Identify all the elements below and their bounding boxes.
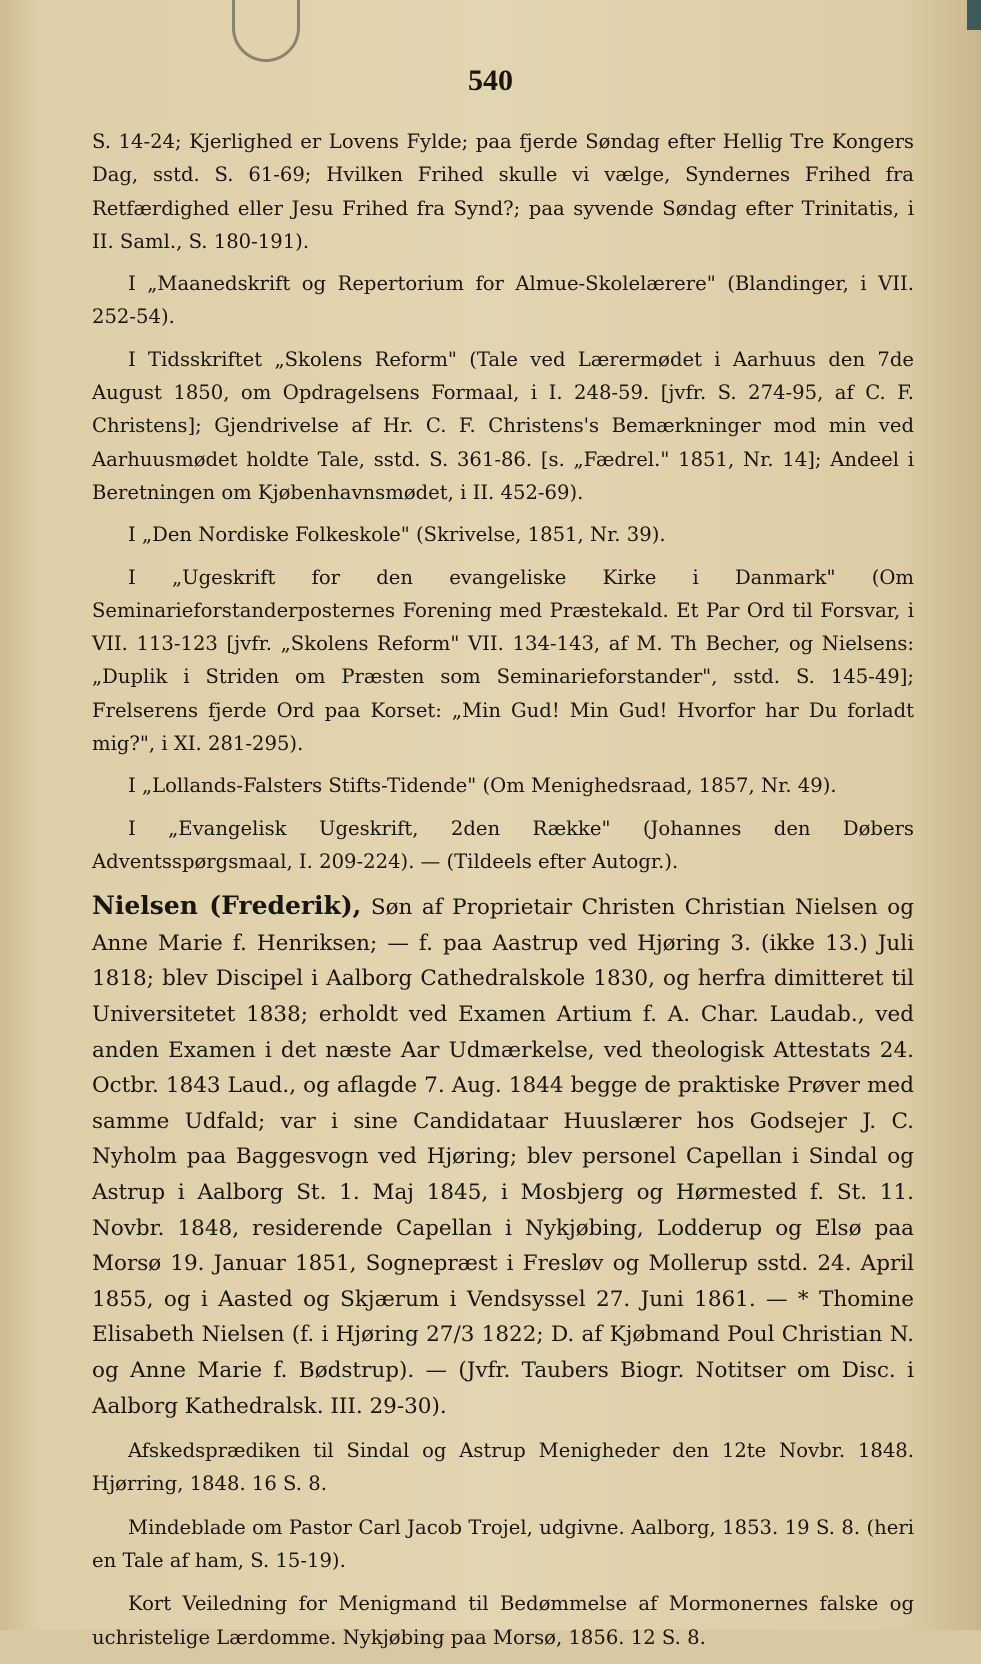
paragraph: S. 14-24; Kjerlighed er Lovens Fylde; paa fjerde Søndag efter Hellig Tre Kongers Dag, sstd. S. 61-69; Hvilken Frihed skulle vi vælge, Syndernes Frihed fra Retfærdighed eller Jesu Frihed fra Synd?; paa syvende Søndag efter Trinitatis, i II. Saml., S. 180-191). — [92, 130, 914, 253]
work-item: Kort Veiledning for Menigmand til Bedømmelse af Mormonernes falske og uchristelige Lærdomme. Nykjøbing paa Morsø, 1856. 12 S. 8. — [92, 1592, 914, 1649]
paragraph: I „Maanedskrift og Repertorium for Almue-Skolelærere" (Blandinger, i VII. 252-54). — [92, 272, 914, 329]
paragraph: I „Evangelisk Ugeskrift, 2den Række" (Johannes den Døbers Adventsspørgsmaal, I. 209-224). — (Tildeels efter Autogr.). — [92, 816, 914, 873]
binding-mark — [232, 0, 300, 62]
paragraph: I „Ugeskrift for den evangeliske Kirke i Danmark" (Om Seminarieforstanderposternes Forening med Præstekald. Et Par Ord til Forsvar, i VII. 113-123 [jvfr. „Skolens Reform" VII. 134-143, af M. Th Becher, og Nielsens: „Duplik i Striden om Præsten som Seminarieforstander", sstd. S. 145-49]; Frelserens fjerde Ord paa Korset: „Min Gud! Min Gud! Hvorfor har Du forladt mig?", i XI. 281-295). — [92, 565, 914, 756]
page-number: 540 — [468, 64, 513, 97]
entry-body: Søn af Proprietair Christen Christian Nielsen og Anne Marie f. Henriksen; — f. paa Aastrup ved Hjøring 3. (ikke 13.) Juli 1818; blev Discipel i Aalborg Cathedralskole 1830, og herfra dimitteret til Universitetet 1838; erholdt ved Examen Artium f. A. Char. Laudab., ved anden Examen i det næste Aar Udmærkelse, ved theologisk Attestats 24. Octbr. 1843 Laud., og aflagde 7. Aug. 1844 begge de praktiske Prøver med samme Udfald; var i sine Candidataar Huuslærer hos Godsejer J. C. Nyholm paa Baggesvogn ved Hjøring; blev personel Capellan i Sindal og Astrup i Aalborg St. 1. Maj 1845, i Mosbjerg og Hørmested f. St. 11. Novbr. 1848, residerende Capellan i Nykjøbing, Lodderup og Elsø paa Morsø 19. Januar 1851, Sognepræst i Fresløv og Mollerup sstd. 24. April 1855, og i Aasted og Skjærum i Vendsyssel 27. Juni 1861. — * Thomine Elisabeth Nielsen (f. i Hjøring 27/3 1822; D. af Kjøbmand Poul Christian N. og Anne Marie f. Bødstrup). — (Jvfr. Taubers Biogr. Notitser om Disc. i Aalborg Kathedralsk. III. 29-30). — [92, 895, 914, 1419]
works-list — [92, 1434, 914, 1654]
work-item: Afskedsprædiken til Sindal og Astrup Menigheder den 12te Novbr. 1848. Hjørring, 1848. 16 S. 8. — [92, 1439, 914, 1496]
entry-headword: Nielsen (Frederik), — [92, 891, 362, 921]
work-item: Mindeblade om Pastor Carl Jacob Trojel, udgivne. Aalborg, 1853. 19 S. 8. (heri en Tale af ham, S. 15-19). — [92, 1515, 914, 1573]
bibliography-section — [92, 125, 914, 878]
page-text — [92, 125, 914, 1664]
cover-edge — [967, 0, 981, 30]
paragraph: I „Lollands-Falsters Stifts-Tidende" (Om Menighedsraad, 1857, Nr. 49). — [128, 774, 837, 798]
paragraph: I „Den Nordiske Folkeskole" (Skrivelse, 1851, Nr. 39). — [128, 523, 666, 547]
biography-entry — [92, 888, 914, 1424]
entry-paragraph — [92, 888, 914, 1424]
paragraph: I Tidsskriftet „Skolens Reform" (Tale ved Lærermødet i Aarhuus den 7de August 1850, om Opdragelsens Formaal, i I. 248-59. [jvfr. S. 274-95, af C. F. Christens]; Gjendrivelse af Hr. C. F. Christens's Bemærkninger mod min ved Aarhuusmødet holdte Tale, sstd. S. 361-86. [s. „Fædrel." 1851, Nr. 14]; Andeel i Beretningen om Kjøbenhavnsmødet, i II. 452-69). — [92, 347, 914, 504]
